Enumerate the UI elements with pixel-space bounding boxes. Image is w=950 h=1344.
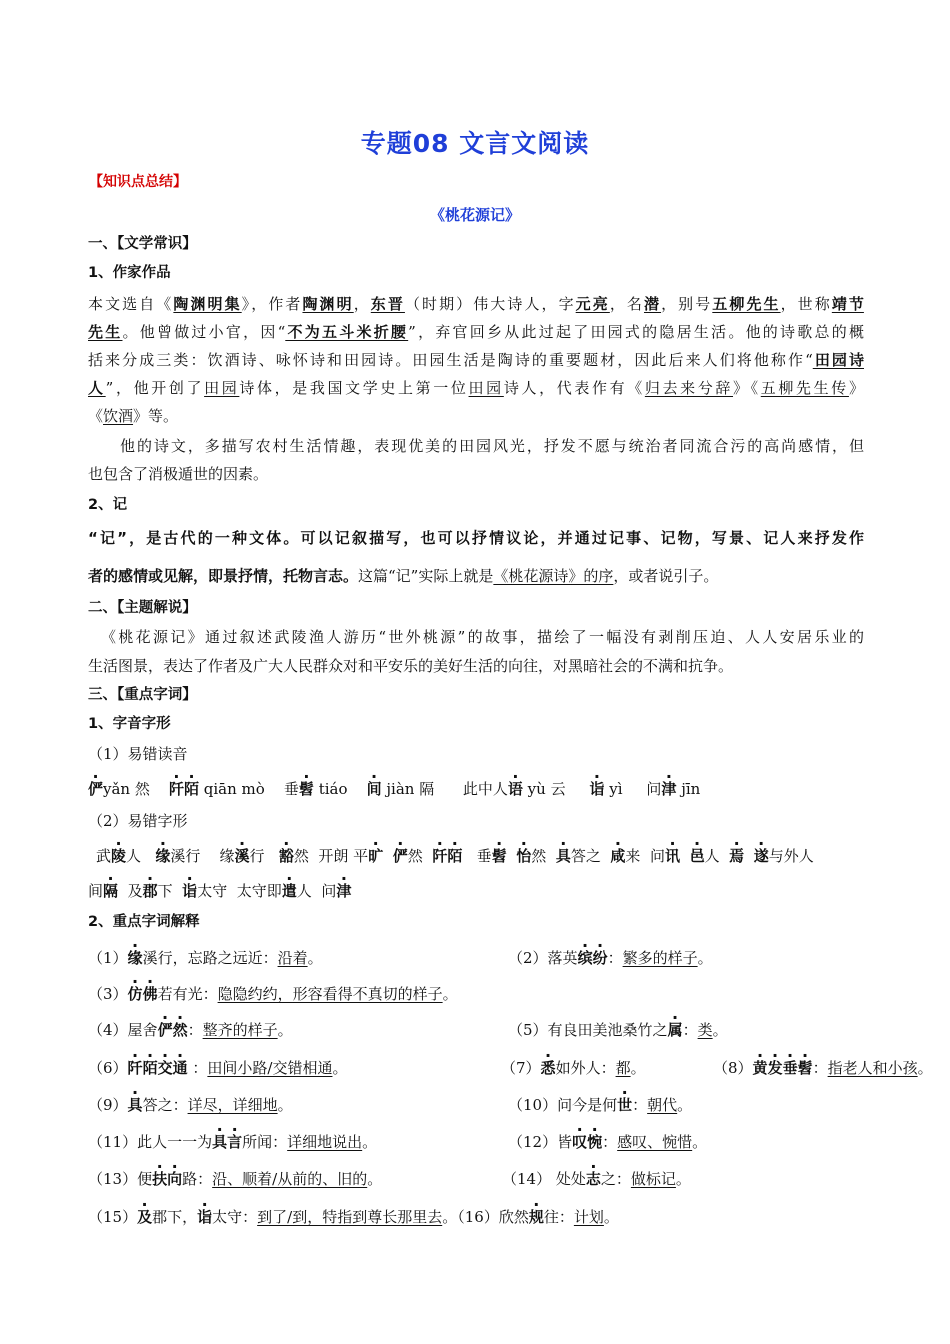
subheading-pronunciation-form: 1、字音字形 — [88, 716, 171, 732]
list-item: （13）便扶向路：沿、顺着/从前的、旧的。 — [88, 1170, 383, 1188]
pron-item: 间 jiàn 隔 — [366, 780, 435, 798]
section-heading-key-words: 三、【重点字词】 — [88, 687, 197, 703]
paragraph-author-line-1: 本文选自《陶渊明集》，作者陶渊明，东晋（时期）伟大诗人，字元亮，名潜，别号五柳先生，世称靖节 — [88, 295, 864, 313]
list-item: （11）此人一一为具言所闻：详细地说出。 — [88, 1133, 378, 1151]
explanation-row — [88, 1207, 890, 1227]
explanation-row — [88, 1132, 890, 1152]
list-item: （10）问今是何世：朝代。 — [508, 1096, 693, 1114]
paragraph-poetry-line-1: 他的诗文，多描写农村生活情趣，表现优美的田园风光，抒发不愿与统治者同流合污的高尚感情，但 — [120, 437, 864, 455]
list-item: （8）黄发垂髫：指老人和小孩。 — [713, 1059, 933, 1077]
subheading-word-explanations: 2、重点字词解释 — [88, 914, 200, 930]
list-item: （4）屋舍俨然：整齐的样子。 — [88, 1021, 293, 1039]
article-title: 《桃花源记》 — [429, 206, 520, 224]
pron-item: 垂髫 tiáo — [283, 780, 348, 798]
pron-item: 俨yǎn 然 — [88, 780, 150, 798]
explanation-row — [88, 1020, 890, 1040]
list-item: （1）缘溪行，忘路之远近：沿着。 — [88, 949, 323, 967]
pronunciation-row — [88, 779, 864, 799]
explanation-row — [88, 984, 890, 1004]
paragraph-author-line-5: 《饮酒》等。 — [88, 407, 179, 425]
section-heading-theme: 二、【主题解说】 — [88, 600, 197, 616]
list-item: （14） 处处志之：做标记。 — [502, 1170, 691, 1188]
pron-item: 此中人语 yù 云 — [462, 780, 566, 798]
pron-item: 诣 yì — [589, 780, 623, 798]
list-item: （5）有良田美池桑竹之属：类。 — [508, 1021, 728, 1039]
list-item: （7）悉如外人：都。 — [501, 1059, 646, 1077]
explanation-row — [88, 1169, 890, 1189]
subheading-ji: 2、记 — [88, 497, 128, 513]
list-item: （15）及郡下，诣太守：到了/到，特指到尊长那里去。 — [88, 1208, 458, 1226]
knowledge-summary-label: 【知识点总结】 — [89, 174, 187, 190]
paragraph-ji-line-2: 者的感情或见解，即景抒情，托物言志。这篇“记”实际上就是《桃花源诗》的序，或者说引子。 — [88, 567, 719, 585]
paragraph-author-line-3: 括来分成三类：饮酒诗、咏怀诗和田园诗。田园生活是陶诗的重要题材，因此后来人们将他称作“田园诗 — [88, 351, 864, 369]
paragraph-ji-line-1: “记”，是古代的一种文体。可以记叙描写，也可以抒情议论，并通过记事、记物，写景、记人来抒发作 — [88, 529, 864, 547]
explanation-row — [88, 948, 890, 968]
paragraph-poetry-line-2: 也包含了消极遁世的因素。 — [88, 465, 269, 483]
pron-item: 阡陌 qiān mò — [168, 780, 265, 798]
list-item: （3）仿佛若有光：隐隐约约，形容看得不真切的样子。 — [88, 985, 458, 1003]
paragraph-author-line-4: 人”，他开创了田园诗体，是我国文学史上第一位田园诗人，代表作有《归去来兮辞》《五柳先生传》 — [88, 379, 864, 397]
form-row-1: 武陵人 缘溪行 缘溪行 豁然 开朗 平旷 俨然 阡陌 垂髫 怡然 具答之 咸来 问讯 邑人 焉 遂与外人 — [96, 847, 814, 865]
section-heading-literature: 一、【文学常识】 — [88, 236, 197, 252]
subheading-author-works: 1、作家作品 — [88, 265, 171, 281]
explanation-row — [88, 1095, 890, 1115]
page-title: 专题08 文言文阅读 — [360, 129, 590, 158]
list-item: （16）欣然规往：计划。 — [457, 1208, 619, 1226]
paragraph-theme-line-1: 《桃花源记》通过叙述武陵渔人游历“世外桃源”的故事，描绘了一幅没有剥削压迫、人人安居乐业的 — [101, 628, 864, 646]
list-item: （9）具答之：详尽，详细地。 — [88, 1096, 293, 1114]
explanation-row — [88, 1058, 933, 1078]
list-item: （2）落英缤纷：繁多的样子。 — [508, 949, 713, 967]
pron-item: 问津 jīn — [646, 780, 701, 798]
list-item: （12）皆叹惋：感叹、惋惜。 — [508, 1133, 708, 1151]
list-item: （6）阡陌交通 ：田间小路/交错相通。 — [88, 1059, 348, 1077]
pronunciation-label: （1）易错读音 — [88, 745, 188, 763]
form-row-2: 间隔 及郡下 诣太守 太守即遣人 问津 — [88, 882, 352, 900]
paragraph-theme-line-2: 生活图景，表达了作者及广大人民群众对和平安乐的美好生活的向往，对黑暗社会的不满和抗争。 — [88, 657, 734, 675]
paragraph-author-line-2: 先生。他曾做过小官，因“不为五斗米折腰”，弃官回乡从此过起了田园式的隐居生活。他的诗歌总的概 — [88, 323, 864, 341]
form-label: （2）易错字形 — [88, 812, 188, 830]
